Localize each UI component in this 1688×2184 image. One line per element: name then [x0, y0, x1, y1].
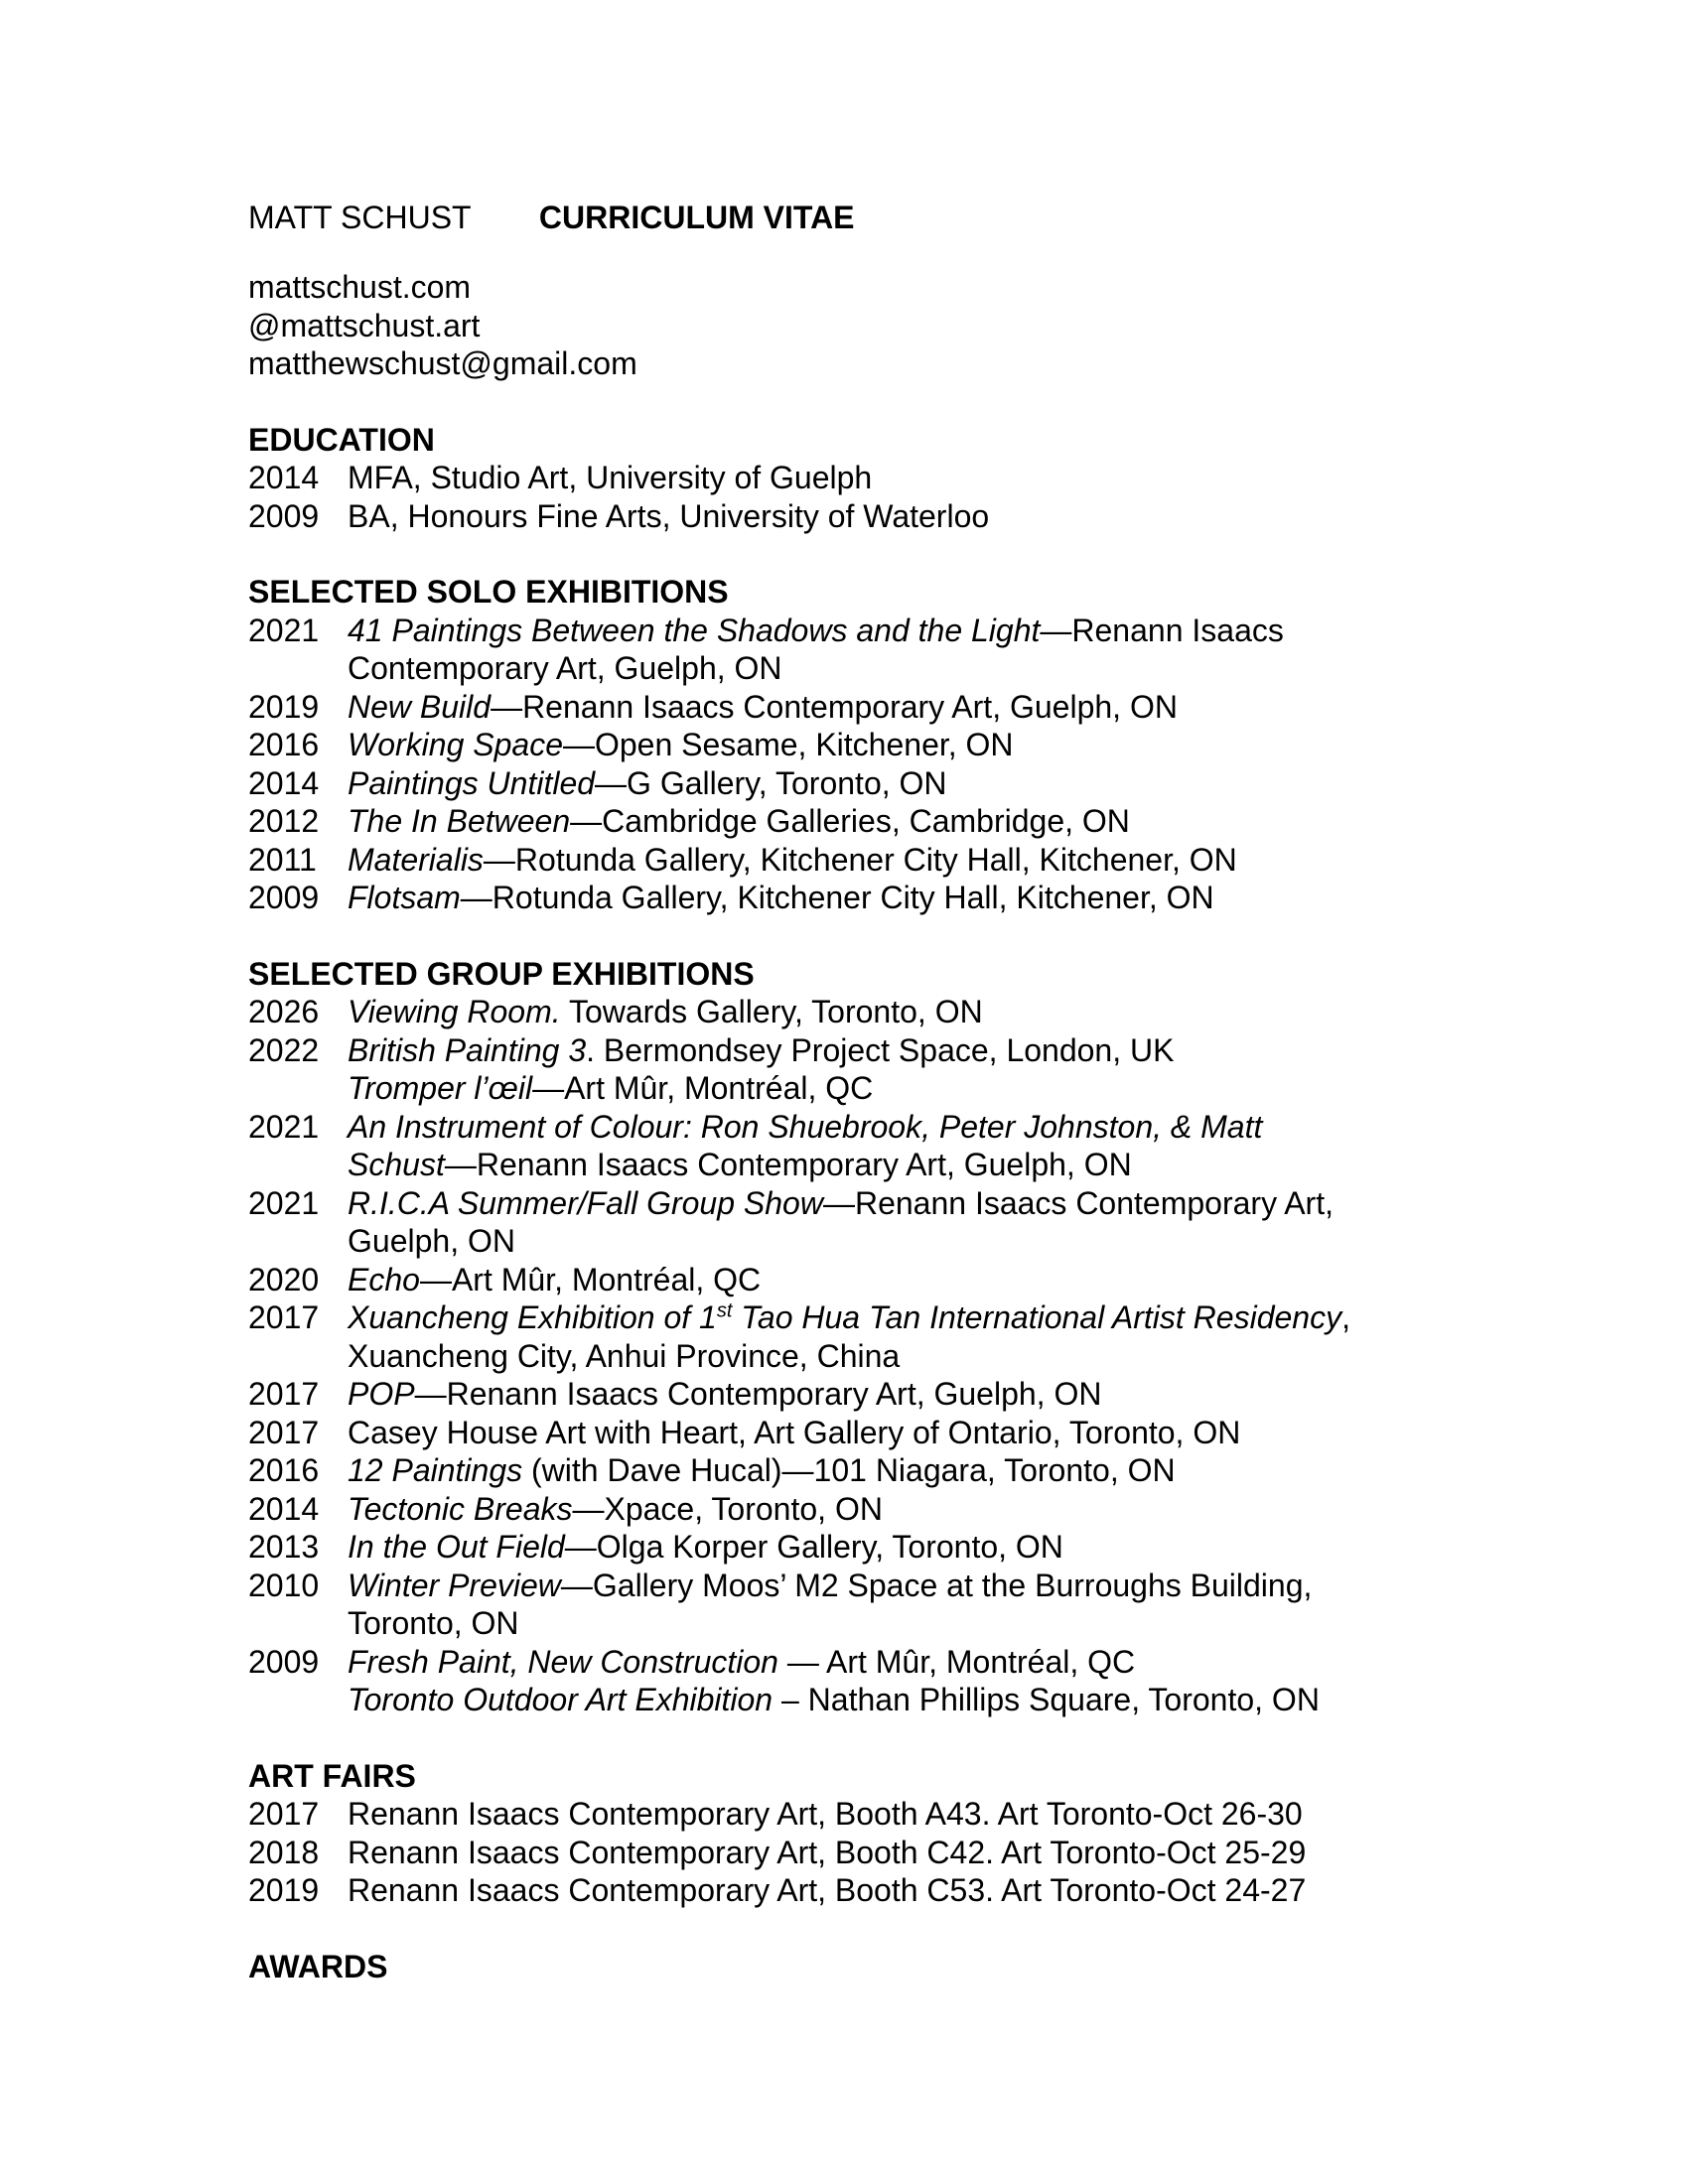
entry-text: Renann Isaacs Contemporary Art, Booth A43. Art Toronto-Oct 26-30 — [348, 1796, 1303, 1832]
entry-year: 2017 — [248, 1796, 320, 1832]
exhibition-title: 12 Paintings — [348, 1452, 523, 1488]
list-item — [248, 1795, 1489, 1834]
list-item — [248, 1108, 1489, 1147]
list-item-continuation — [248, 1146, 1489, 1184]
section-title: SELECTED GROUP EXHIBITIONS — [248, 955, 755, 992]
exhibition-title: Echo — [348, 1261, 420, 1297]
contact-block — [248, 268, 1489, 383]
entry-year: 2017 — [248, 1299, 320, 1335]
section-title: SELECTED SOLO EXHIBITIONS — [248, 574, 729, 610]
exhibition-venue: —Renann Isaacs Contemporary Art, Guelph, ON — [444, 1147, 1132, 1182]
entry-year: 2009 — [248, 1643, 320, 1680]
exhibition-venue: . Bermondsey Project Space, London, UK — [586, 1031, 1175, 1068]
list-item — [248, 1643, 1489, 1682]
exhibition-title-cont: Tao Hua Tan International Artist Residency — [732, 1299, 1342, 1335]
entry-text: BA, Honours Fine Arts, University of Waterloo — [348, 497, 990, 534]
exhibition-venue: – Nathan Phillips Square, Toronto, ON — [773, 1682, 1320, 1717]
exhibition-venue: —Rotunda Gallery, Kitchener City Hall, Kitchener, ON — [483, 841, 1237, 878]
list-item — [248, 1375, 1489, 1414]
section-title: ART FAIRS — [248, 1757, 416, 1794]
exhibition-title: British Painting 3 — [348, 1031, 587, 1068]
entry-text: MFA, Studio Art, University of Guelph — [348, 460, 873, 495]
list-item — [248, 1069, 1489, 1108]
exhibition-venue: —Gallery Moos’ M2 Space at the Burroughs Building, — [560, 1567, 1313, 1603]
ordinal-suffix: st — [716, 1299, 733, 1322]
entry-year: 2011 — [248, 841, 317, 878]
exhibition-title: Tromper l’œil — [348, 1070, 533, 1106]
exhibition-venue: — Art Mûr, Montréal, QC — [777, 1643, 1136, 1680]
entry-year: 2012 — [248, 803, 320, 839]
entry-year: 2026 — [248, 994, 320, 1029]
exhibition-title: Paintings Untitled — [348, 764, 596, 801]
entry-text: Renann Isaacs Contemporary Art, Booth C42. Art Toronto-Oct 25-29 — [348, 1834, 1307, 1870]
entry-year: 2014 — [248, 1490, 320, 1527]
exhibition-title: Flotsam — [348, 880, 461, 915]
list-item — [248, 1298, 1489, 1337]
list-item — [248, 1528, 1489, 1567]
entry-year: 2009 — [248, 880, 320, 915]
list-item — [248, 879, 1489, 917]
list-item — [248, 841, 1489, 880]
instagram-handle[interactable]: @mattschust.art — [248, 307, 481, 343]
entry-year: 2010 — [248, 1567, 320, 1603]
entry-year: 2016 — [248, 1452, 320, 1488]
exhibition-title: Xuancheng Exhibition of 1 — [348, 1299, 717, 1335]
exhibition-venue: —Renann Isaacs — [1040, 612, 1284, 648]
list-item — [248, 1031, 1489, 1070]
exhibition-title: Tectonic Breaks — [348, 1490, 573, 1527]
exhibition-venue: Towards Gallery, Toronto, ON — [560, 994, 983, 1029]
list-item-continuation: Toronto, ON — [348, 1605, 519, 1641]
list-item — [248, 1184, 1489, 1223]
exhibition-venue: (with Dave Hucal)—101 Niagara, Toronto, ON — [522, 1452, 1176, 1488]
list-item — [248, 802, 1489, 841]
group-exhibitions-section — [248, 955, 1489, 1719]
list-item — [248, 1261, 1489, 1299]
solo-exhibitions-section — [248, 573, 1489, 917]
entry-year: 2021 — [248, 1184, 320, 1221]
list-item-continuation: Guelph, ON — [348, 1223, 515, 1259]
exhibition-venue: —Renann Isaacs Contemporary Art, Guelph, ON — [414, 1376, 1102, 1412]
awards-section — [248, 1948, 1489, 1986]
exhibition-title: Winter Preview — [348, 1567, 561, 1603]
artist-name: MATT SCHUST — [248, 200, 472, 235]
list-item — [248, 1414, 1489, 1452]
exhibition-title: 41 Paintings Between the Shadows and the Light — [348, 612, 1041, 648]
exhibition-venue: —Xpace, Toronto, ON — [572, 1490, 883, 1527]
exhibition-venue: —G Gallery, Toronto, ON — [595, 764, 947, 801]
entry-year: 2009 — [248, 497, 320, 534]
list-item — [248, 1451, 1489, 1490]
entry-year: 2020 — [248, 1261, 320, 1297]
exhibition-venue: —Renann Isaacs Contemporary Art, Guelph, ON — [491, 688, 1178, 725]
exhibition-title: Materialis — [348, 841, 484, 878]
entry-year: 2014 — [248, 460, 320, 495]
list-item — [248, 1871, 1489, 1910]
email-link[interactable]: matthewschust@gmail.com — [248, 345, 637, 381]
list-item — [248, 1681, 1489, 1719]
entry-year: 2022 — [248, 1031, 320, 1068]
exhibition-title: POP — [348, 1376, 415, 1412]
exhibition-title: An Instrument of Colour: Ron Shuebrook, Peter Johnston, & Matt — [348, 1108, 1263, 1145]
exhibition-venue: , — [1341, 1299, 1350, 1335]
education-section — [248, 421, 1489, 536]
list-item — [248, 764, 1489, 803]
cv-page — [248, 199, 1489, 1985]
cv-header — [248, 199, 1489, 236]
entry-year: 2013 — [248, 1529, 320, 1565]
list-item — [248, 1834, 1489, 1872]
exhibition-title: The In Between — [348, 803, 571, 839]
exhibition-title: Viewing Room. — [348, 994, 561, 1029]
entry-year: 2021 — [248, 1108, 320, 1145]
exhibition-venue: —Open Sesame, Kitchener, ON — [562, 727, 1014, 762]
section-title: EDUCATION — [248, 421, 435, 458]
document-title: CURRICULUM VITAE — [538, 200, 855, 235]
list-item — [248, 1567, 1489, 1605]
exhibition-title: Fresh Paint, New Construction — [348, 1643, 778, 1680]
art-fairs-section — [248, 1757, 1489, 1910]
list-item — [248, 1490, 1489, 1529]
exhibition-title: In the Out Field — [348, 1529, 565, 1565]
entry-text: Renann Isaacs Contemporary Art, Booth C53. Art Toronto-Oct 24-27 — [348, 1872, 1307, 1908]
exhibition-title: Schust — [348, 1147, 445, 1182]
exhibition-venue: Casey House Art with Heart, Art Gallery of Ontario, Toronto, ON — [348, 1414, 1241, 1450]
entry-year: 2018 — [248, 1834, 320, 1870]
list-item — [248, 993, 1489, 1031]
exhibition-title: Working Space — [348, 727, 563, 762]
entry-year: 2019 — [248, 1872, 320, 1908]
exhibition-title: R.I.C.A Summer/Fall Group Show — [348, 1184, 823, 1221]
list-item — [248, 459, 1489, 497]
section-title: AWARDS — [248, 1948, 388, 1984]
entry-year: 2021 — [248, 612, 320, 648]
list-item-continuation: Contemporary Art, Guelph, ON — [348, 650, 782, 686]
list-item — [248, 612, 1489, 650]
list-item — [248, 497, 1489, 536]
list-item-continuation: Xuancheng City, Anhui Province, China — [348, 1337, 901, 1374]
entry-year: 2017 — [248, 1414, 320, 1450]
website-link[interactable]: mattschust.com — [248, 269, 472, 305]
exhibition-venue: —Olga Korper Gallery, Toronto, ON — [564, 1529, 1063, 1565]
entry-year: 2019 — [248, 688, 320, 725]
entry-year: 2017 — [248, 1376, 320, 1412]
exhibition-venue: —Renann Isaacs Contemporary Art, — [822, 1184, 1334, 1221]
list-item — [248, 688, 1489, 727]
exhibition-venue: —Art Mûr, Montréal, QC — [419, 1261, 762, 1297]
exhibition-venue: —Art Mûr, Montréal, QC — [532, 1070, 874, 1106]
exhibition-title: Toronto Outdoor Art Exhibition — [348, 1682, 774, 1717]
entry-year: 2016 — [248, 727, 320, 762]
exhibition-venue: —Cambridge Galleries, Cambridge, ON — [570, 803, 1130, 839]
exhibition-title: New Build — [348, 688, 492, 725]
entry-year: 2014 — [248, 764, 320, 801]
exhibition-venue: —Rotunda Gallery, Kitchener City Hall, Kitchener, ON — [460, 880, 1214, 915]
list-item — [248, 726, 1489, 764]
